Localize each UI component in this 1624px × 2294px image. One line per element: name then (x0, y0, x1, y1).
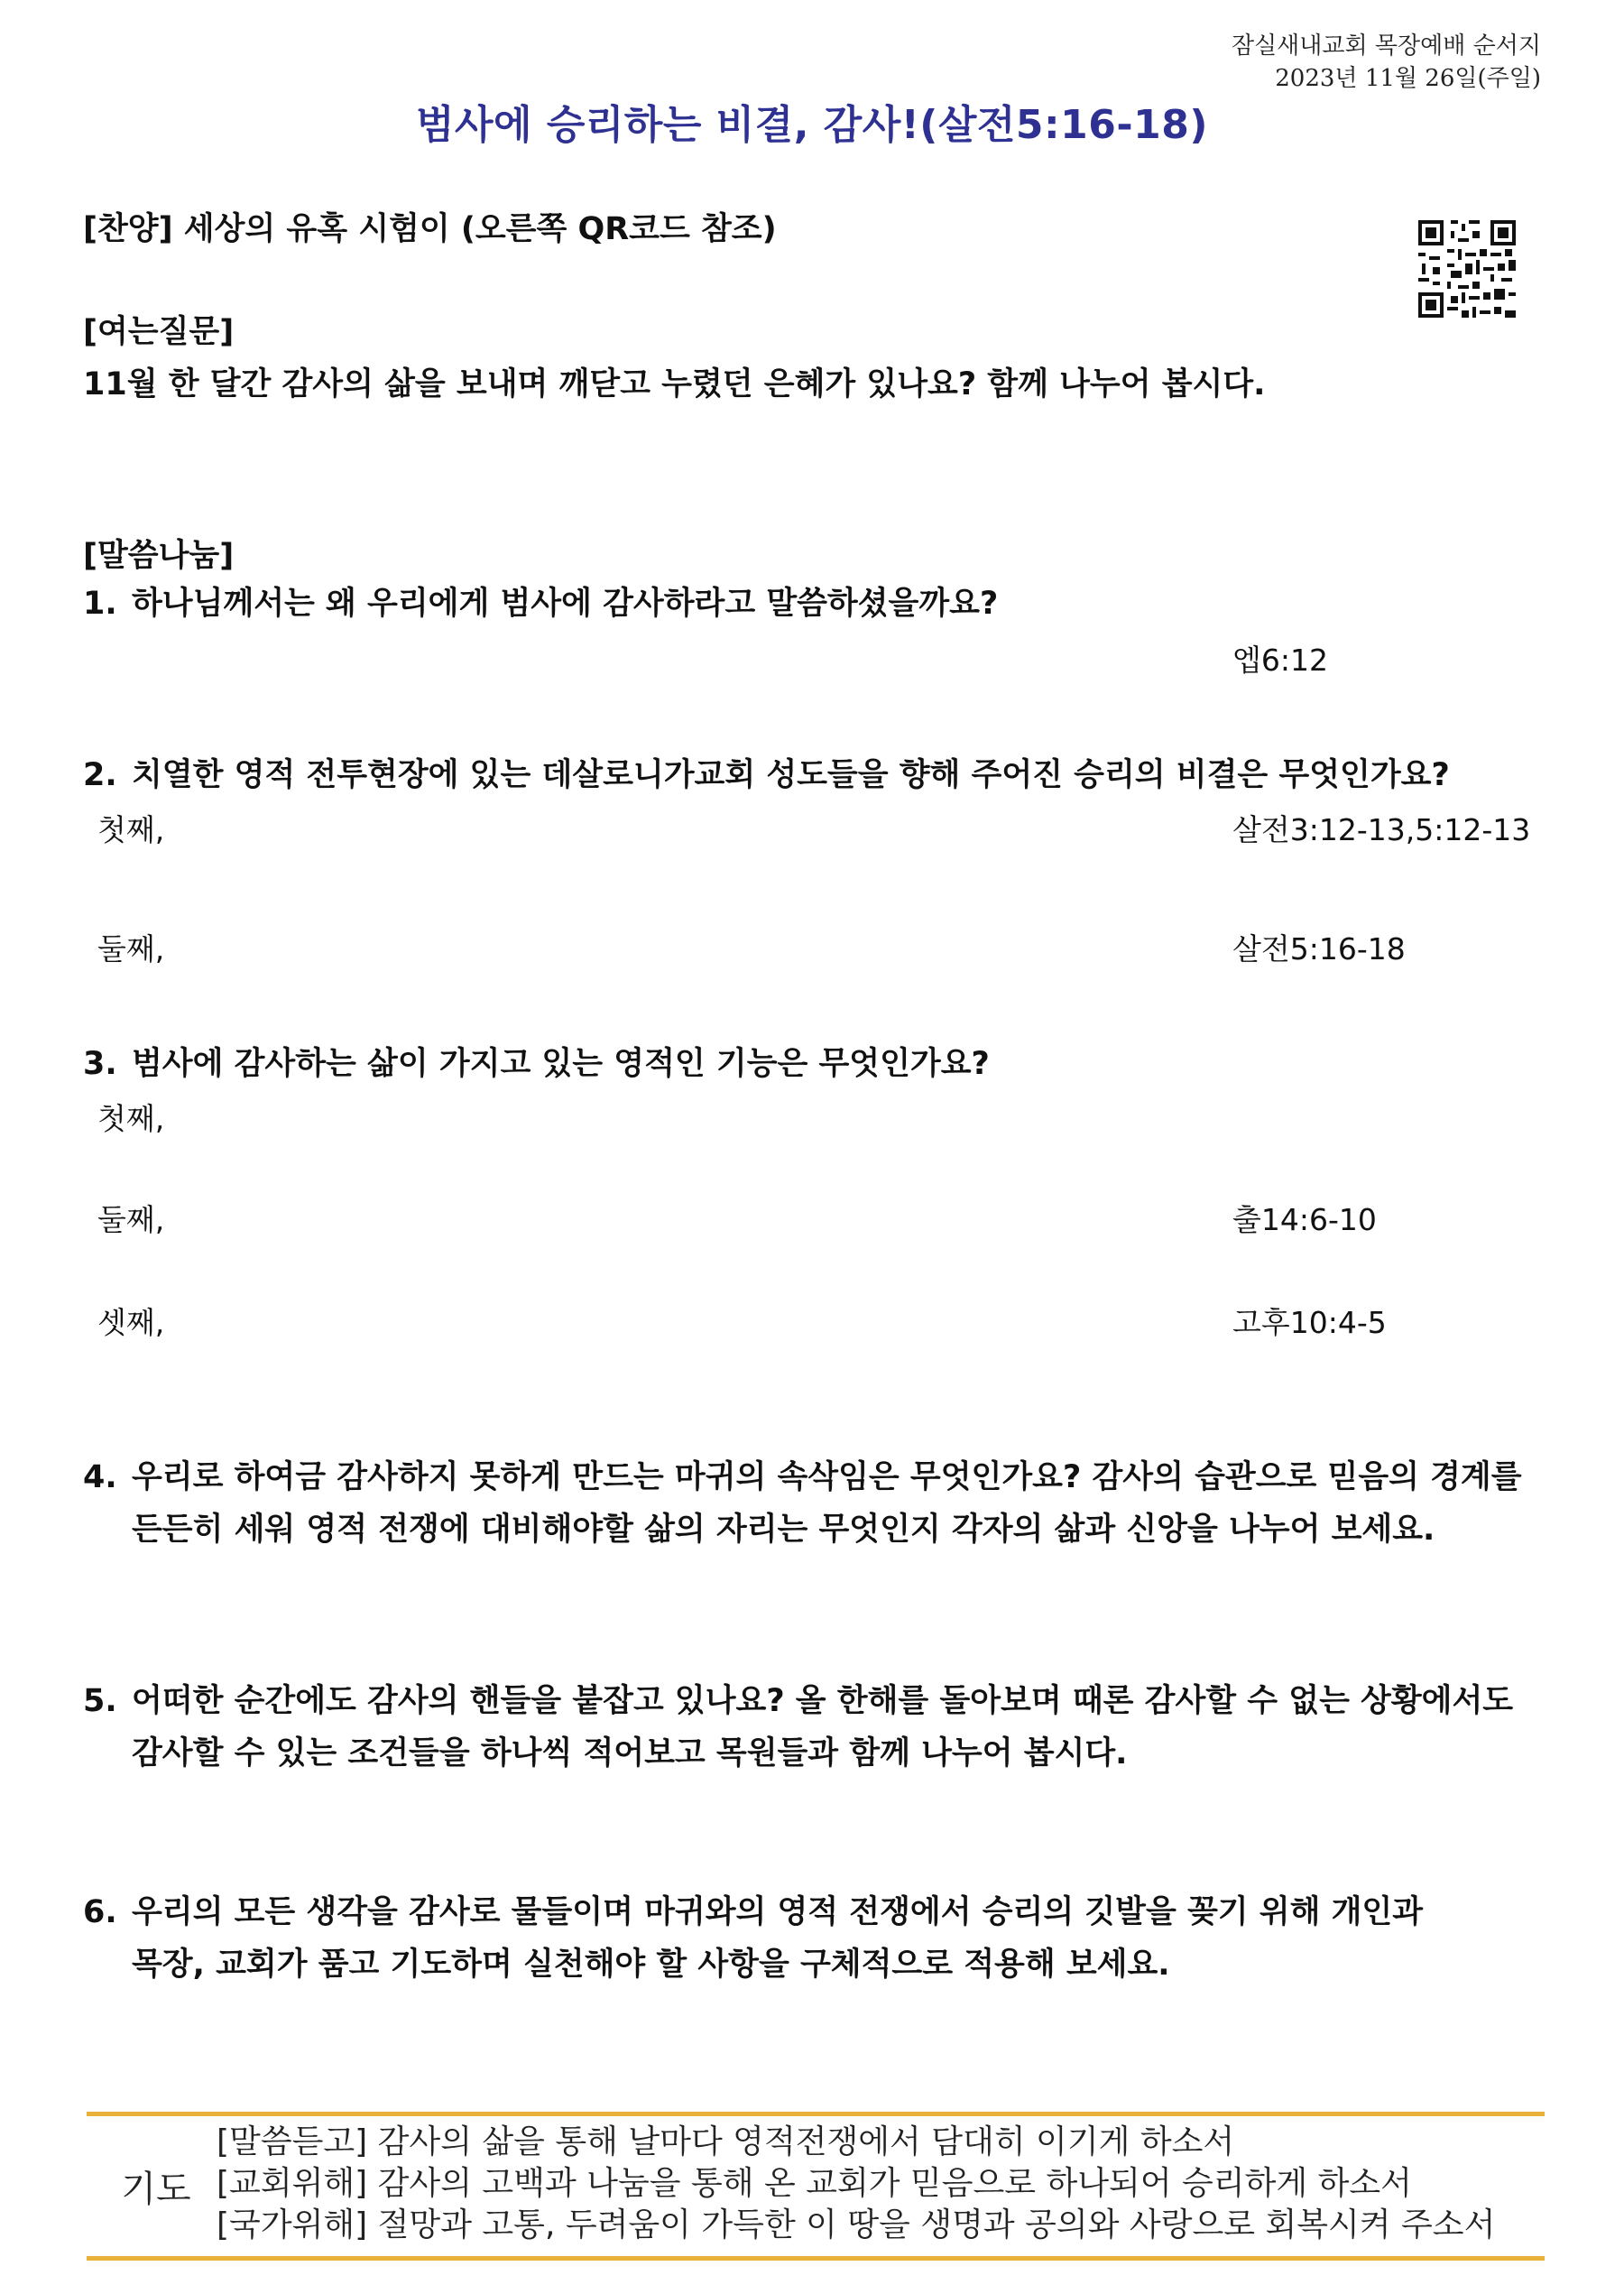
question-3 (83, 1038, 990, 1090)
point-third: 셋째, (97, 1305, 165, 1340)
prayer-label: 기도 (121, 2169, 191, 2210)
prayer-box (87, 2112, 1545, 2261)
prayer-line-nation: [국가위해] 절망과 고통, 두려움이 가득한 이 땅을 생명과 공의와 사랑으로 회복시켜 주소서 (217, 2206, 1496, 2243)
question-5 (83, 1675, 1513, 1780)
question-text-line1: 어떠한 순간에도 감사의 핸들을 붙잡고 있나요? 올 한해를 돌아보며 때론 감사할 수 없는 상황에서도 (132, 1683, 1514, 1719)
opening-heading: [여는질문] (83, 314, 235, 350)
question-text-line2: 감사할 수 있는 조건들을 하나씩 적어보고 목원들과 함께 나누어 봅시다. (132, 1735, 1128, 1771)
page-title: 범사에 승리하는 비결, 감사!(살전5:16-18) (416, 102, 1208, 148)
scripture-ref: 출14:6-10 (1232, 1202, 1377, 1237)
point-second: 둘째, (97, 1202, 165, 1237)
question-text-line1: 우리로 하여금 감사하지 못하게 만드는 마귀의 속삭임은 무엇인가요? 감사의 습관으로 믿음의 경계를 (132, 1459, 1522, 1495)
prayer-line-sermon: [말씀듣고] 감사의 삶을 통해 날마다 영적전쟁에서 담대히 이기게 하소서 (217, 2123, 1235, 2160)
hymn-line: [찬양] 세상의 유혹 시험이 (오른쪽 QR코드 참조) (83, 211, 777, 247)
question-number: 3. (83, 1046, 117, 1082)
point-first: 첫째, (97, 812, 165, 847)
question-2 (83, 749, 1450, 801)
opening-question: 11월 한 달간 감사의 삶을 보내며 깨닫고 누렸던 은혜가 있나요? 함께 나누어 봅시다. (83, 366, 1266, 402)
scripture-ref: 살전3:12-13,5:12-13 (1232, 812, 1531, 847)
question-text-line2: 목장, 교회가 품고 기도하며 실천해야 할 사항을 구체적으로 적용해 보세요. (132, 1947, 1170, 1983)
question-4 (83, 1451, 1522, 1556)
qr-code-icon[interactable] (1415, 217, 1519, 321)
question-number: 2. (83, 757, 117, 793)
question-text: 범사에 감사하는 삶이 가지고 있는 영적인 기능은 무엇인가요? (132, 1046, 990, 1082)
question-text-line1: 우리의 모든 생각을 감사로 물들이며 마귀와의 영적 전쟁에서 승리의 깃발을 꽂기 위해 개인과 (132, 1894, 1424, 1930)
scripture-ref: 엡6:12 (1232, 643, 1328, 678)
service-date: 2023년 11월 26일(주일) (1275, 65, 1541, 92)
point-second: 둘째, (97, 931, 165, 967)
prayer-lines (217, 2122, 1534, 2246)
question-6 (83, 1886, 1423, 1991)
question-number: 1. (83, 586, 117, 622)
scripture-ref: 살전5:16-18 (1232, 931, 1406, 967)
question-1 (83, 578, 998, 630)
church-name: 잠실새내교회 목장예배 순서지 (1231, 32, 1541, 60)
prayer-line-church: [교회위해] 감사의 고백과 나눔을 통해 온 교회가 믿음으로 하나되어 승리하게 하소서 (217, 2165, 1412, 2202)
question-number: 6. (83, 1894, 117, 1930)
question-text: 하나님께서는 왜 우리에게 범사에 감사하라고 말씀하셨을까요? (132, 586, 999, 622)
point-first: 첫째, (97, 1101, 165, 1136)
question-text: 치열한 영적 전투현장에 있는 데살로니가교회 성도들을 향해 주어진 승리의 비결은 무엇인가요? (132, 757, 1450, 793)
question-number: 5. (83, 1683, 117, 1719)
scripture-ref: 고후10:4-5 (1232, 1305, 1387, 1340)
question-text-line2: 든든히 세워 영적 전쟁에 대비해야할 삶의 자리는 무엇인지 각자의 삶과 신앙을 나누어 보세요. (132, 1512, 1435, 1548)
question-number: 4. (83, 1459, 117, 1495)
sharing-heading: [말씀나눔] (83, 538, 235, 574)
